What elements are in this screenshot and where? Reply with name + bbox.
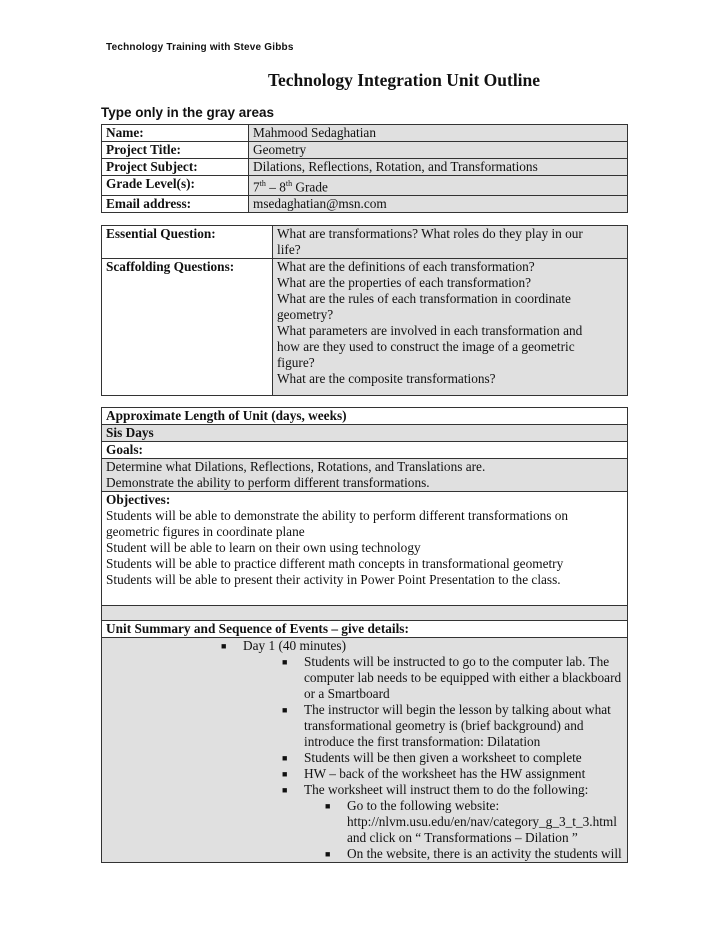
essential-line: life? xyxy=(277,242,301,257)
scaffolding-questions-field[interactable] xyxy=(273,259,628,396)
list-item: ■ On the website, there is an activity the students will xyxy=(325,846,622,861)
scaffolding-line: geometry? xyxy=(277,307,334,322)
bullet-icon: ■ xyxy=(282,769,288,779)
objective-line: Student will be able to learn on their own using technology xyxy=(106,540,421,555)
objectives-blank-field[interactable] xyxy=(102,606,628,621)
header-note: Technology Training with Steve Gibbs xyxy=(106,42,294,53)
grade-level-field[interactable] xyxy=(249,176,628,196)
goals-label: Goals: xyxy=(102,442,628,459)
table-row xyxy=(102,159,628,176)
bullet-icon: ■ xyxy=(282,785,288,795)
grade-from-suffix: th xyxy=(259,179,266,188)
scaffolding-line: how are they used to construct the image of a geometric xyxy=(277,339,575,354)
table-row xyxy=(102,621,628,638)
list-item: ■ The instructor will begin the lesson by talking about what transformational geometry is (brief background) and introduce the first transformation: Dilatation xyxy=(282,702,611,749)
list-item: ■ HW – back of the worksheet has the HW assignment xyxy=(282,766,586,781)
objectives-label: Objectives: xyxy=(106,492,171,507)
table-row xyxy=(102,142,628,159)
website-url: http://nlvm.usu.edu/en/nav/category_g_3_t_3.html xyxy=(347,814,617,829)
table-row xyxy=(102,408,628,425)
table-row xyxy=(102,425,628,442)
essential-line: What are transformations? What roles do they play in our xyxy=(277,226,583,241)
table-row xyxy=(102,492,628,606)
project-title-label: Project Title: xyxy=(102,142,249,159)
name-label: Name: xyxy=(102,125,249,142)
grade-to: – 8 xyxy=(265,179,286,195)
bullet-icon: ■ xyxy=(325,801,331,811)
project-title-field[interactable]: Geometry xyxy=(249,142,628,159)
grade-word: Grade xyxy=(292,179,328,195)
instruction-text: Type only in the gray areas xyxy=(101,105,275,120)
document-title xyxy=(0,70,728,91)
list-item: ■ Go to the following website: http://nlvm.usu.edu/en/nav/category_g_3_t_3.html and click on “ Transformations – Dilation ” xyxy=(325,798,623,846)
table-row xyxy=(102,459,628,492)
email-label: Email address: xyxy=(102,196,249,213)
objectives-cell xyxy=(102,492,628,606)
scaffolding-line: What are the rules of each transformation in coordinate xyxy=(277,291,571,306)
essential-question-field[interactable] xyxy=(273,226,628,259)
project-subject-label: Project Subject: xyxy=(102,159,249,176)
scaffolding-line: What parameters are involved in each transformation and xyxy=(277,323,583,338)
objective-line: Students will be able to demonstrate the ability to perform different transformations on xyxy=(106,508,569,523)
essential-question-label: Essential Question: xyxy=(102,226,273,259)
list-item: ■ The worksheet will instruct them to do the following: xyxy=(282,782,589,797)
list-item: ■ Students will be instructed to go to the computer lab. The computer lab needs to be equipped with either a blackboard or a Smartboard xyxy=(282,654,622,701)
bullet-icon: ■ xyxy=(325,849,331,859)
goals-field[interactable] xyxy=(102,459,628,492)
day1-heading: Day 1 (40 minutes) xyxy=(243,638,347,653)
scaffolding-line: What are the composite transformations? xyxy=(277,371,496,386)
list-item: ■ Students will be then given a worksheet to complete xyxy=(282,750,582,765)
bullet-icon: ■ xyxy=(221,641,227,651)
unit-summary-field[interactable] xyxy=(102,638,628,863)
objective-line: Students will be able to practice different math concepts in transformational geometry xyxy=(106,556,564,571)
unit-details-table xyxy=(101,407,628,863)
table-row xyxy=(102,259,628,396)
project-subject-field[interactable]: Dilations, Reflections, Rotation, and Transformations xyxy=(249,159,628,176)
bullet-icon: ■ xyxy=(282,705,288,715)
email-field[interactable]: msedaghatian@msn.com xyxy=(249,196,628,213)
bullet-icon: ■ xyxy=(282,753,288,763)
list-item xyxy=(221,638,623,654)
grade-from: 7 xyxy=(253,179,260,195)
objective-line: Students will be able to present their activity in Power Point Presentation to the class. xyxy=(106,572,561,587)
scaffolding-questions-label: Scaffolding Questions: xyxy=(102,259,273,396)
scaffolding-line: What are the definitions of each transformation? xyxy=(277,259,535,274)
name-field[interactable]: Mahmood Sedaghatian xyxy=(249,125,628,142)
scaffolding-line: figure? xyxy=(277,355,315,370)
title-text: Technology Integration Unit Outline xyxy=(267,70,541,90)
unit-summary-label: Unit Summary and Sequence of Events – give details: xyxy=(102,621,628,638)
table-row xyxy=(102,196,628,213)
table-row xyxy=(102,176,628,196)
goal-line: Demonstrate the ability to perform different transformations. xyxy=(106,475,430,490)
table-row xyxy=(102,638,628,863)
grade-to-suffix: th xyxy=(285,179,293,188)
objective-line: geometric figures in coordinate plane xyxy=(106,524,305,539)
table-row xyxy=(102,125,628,142)
unit-length-label: Approximate Length of Unit (days, weeks) xyxy=(102,408,628,425)
goal-line: Determine what Dilations, Reflections, Rotations, and Translations are. xyxy=(106,459,486,474)
questions-table xyxy=(101,225,628,396)
table-row xyxy=(102,226,628,259)
table-row xyxy=(102,442,628,459)
grade-level-label: Grade Level(s): xyxy=(102,176,249,196)
student-info-table xyxy=(101,124,628,213)
table-row xyxy=(102,606,628,621)
unit-length-field[interactable]: Sis Days xyxy=(102,425,628,442)
bullet-icon: ■ xyxy=(282,657,288,667)
scaffolding-line: What are the properties of each transformation? xyxy=(277,275,531,290)
